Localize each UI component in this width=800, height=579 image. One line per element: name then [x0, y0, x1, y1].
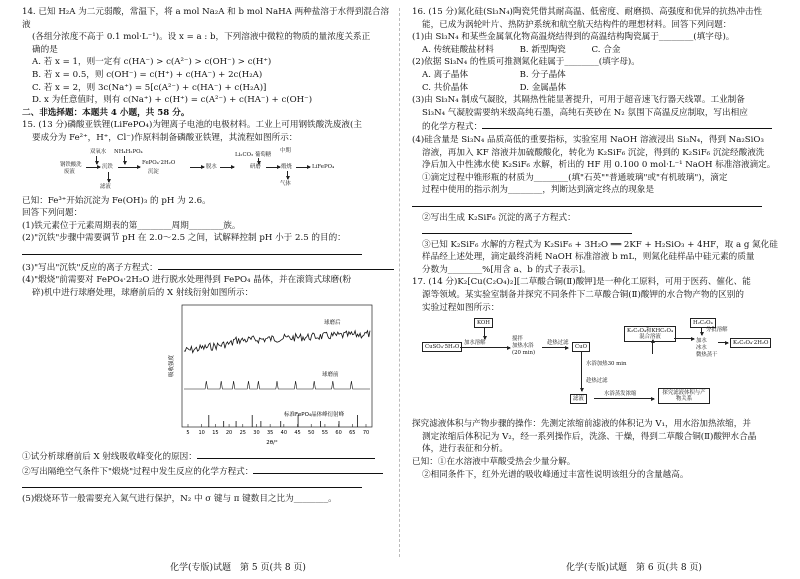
flow-arrow — [296, 167, 310, 168]
q15-sub4-2: ②写出隔绝空气条件下"煅烧"过程中发生反应的化学方程式： — [22, 464, 394, 479]
q15-line: 15. (13 分)磷酸亚铁锂(LiFePO₄)为锂离子电池的电极材料。工业上可用钢铁酸洗废液(主 — [22, 120, 362, 131]
answer-line — [412, 197, 784, 212]
flow-label: 煅烧 — [281, 163, 292, 170]
xrd-label-std: 标准FePO₄晶体峰衍射峰 — [284, 412, 345, 419]
flow-label: 钢铁酸洗 — [60, 161, 82, 168]
flow-label: 冰水 — [696, 345, 707, 352]
q14-line: (各组分浓度不高于 0.1 mol·L⁻¹)。设 x = a : b，下列溶液中微粒的物质的量浓度关系正 — [32, 32, 371, 43]
xrd-svg — [22, 301, 394, 447]
q16-sub3: 的化学方程式： — [412, 119, 784, 134]
q15-flowchart — [22, 147, 394, 193]
flow-arrow — [190, 167, 204, 168]
xrd-tick-label: 40 — [280, 430, 288, 437]
q16-sub4: 净后加入中性沸水使 K₂SiF₆ 水解，析出的 HF 用 0.100 0 mol·L⁻¹ NaOH 标准溶液滴定。 — [422, 160, 776, 171]
flow-label: LiFePO₄ — [312, 163, 335, 170]
flow-box: KOH — [474, 318, 493, 328]
q15-sub4: 碎)机中进行球磨处理，球磨前后的 X 射线衍射如图所示： — [32, 287, 254, 298]
flow-arrow — [124, 156, 125, 164]
flow-arrow — [108, 172, 109, 182]
flow-label: 双氧水 — [90, 148, 107, 155]
flow-arrow — [86, 167, 100, 168]
flow-arrow — [460, 347, 510, 348]
xrd-tick-label: 5 — [186, 430, 190, 437]
flow-box: CuO — [572, 342, 590, 352]
xrd-tick-label: 45 — [294, 430, 301, 437]
flow-label: 搅拌 — [512, 336, 523, 343]
page-footer-right: 化学(专版)试题 第 6 页(共 8 页) — [566, 563, 702, 573]
q16-sub3: (3)由 Si₃N₄ 制成气凝胶，其隔热性能显著提升，可用于超音速飞行器天线罩。工业制备 — [412, 95, 745, 106]
flow-label: FePO₄·2H₂O — [142, 159, 176, 166]
q16-options: A. 传统硅酸盐材料 B. 新型陶瓷 C. 合金 — [422, 44, 621, 55]
q14-option-d: D. x 为任意值时，则有 c(Na⁺) + c(H⁺) = c(A²⁻) + c(HA⁻) + c(OH⁻) — [32, 95, 313, 106]
q14-line: 确的是 — [32, 44, 58, 55]
xrd-chart — [22, 301, 394, 447]
flow-label: 分批溶解 — [706, 327, 728, 334]
q17-line: 17. (14 分)K₂[Cu(C₂O₄)₂][二草酸合铜(Ⅱ)酸钾]是一种化工原料，可用于医药、催化、能 — [412, 277, 751, 288]
flow-box: CuSO₄·5H₂O — [422, 342, 462, 352]
flow-label: Li₂CO₃ — [235, 151, 254, 158]
flow-label: 趁热过滤 — [586, 378, 608, 385]
q17-line: 探究滤液体积与产物步骤的操作：先测定浓缩前滤液的体积记为 V₁，用水浴加热浓缩，并 — [412, 419, 751, 430]
q14-option-c: C. 若 x = 2，则 3c(Na⁺) = 5[c(A²⁻) + c(HA⁻) + c(H₂A)] — [32, 82, 267, 93]
q14-line: 14. 已知 H₂A 为二元弱酸，常温下，将 a mol Na₂A 和 b mol NaHA 两种盐溶于水得到混合溶液 — [22, 7, 390, 30]
q15-line: 回答下列问题： — [22, 208, 83, 219]
xrd-tick-label: 65 — [349, 430, 356, 437]
flow-box: K₂C₂O₄·2H₂O — [730, 338, 771, 348]
flow-label: 葡萄糖 — [255, 151, 272, 158]
xrd-tick-label: 60 — [335, 430, 342, 437]
q17-line: 源等领域。某实验室制备并探究不同条件下二草酸合铜(Ⅱ)酸钾的水合物产物的区别的 — [422, 290, 744, 301]
q17-flowchart — [412, 316, 784, 416]
flow-label: 研磨 — [250, 163, 261, 170]
flow-arrow — [484, 327, 485, 339]
q17-line: 测定浓缩后体积记为 V₂，经一系列操作后，洗涤、干燥，得到二草酸合铜(Ⅱ)酸钾水合晶 — [422, 431, 757, 442]
q15-sub1: (1)铁元素位于元素周期表的第________周期________族。 — [22, 220, 241, 231]
q14-option-b: B. 若 x = 0.5，则 c(OH⁻) = c(H⁺) + c(HA⁻) + 2c(H₂A) — [32, 69, 263, 80]
q16-options: A. 离子晶体 B. 分子晶体 — [422, 69, 566, 80]
flow-arrow — [118, 167, 140, 168]
xrd-tick-label: 35 — [266, 430, 274, 437]
flow-label: 气体 — [280, 180, 291, 187]
q15-line: 要成分为 Fe²⁺，H⁺，Cl⁻)作原料制备磷酸亚铁锂，其流程如图所示： — [32, 132, 298, 143]
flow-label: 加水溶解 — [464, 340, 486, 347]
flow-arrow — [287, 171, 288, 179]
xrd-label-before: 球磨前 — [322, 372, 339, 379]
q15-known: 已知：Fe³⁺开始沉淀为 Fe(OH)₃ 的 pH 为 2.6。 — [22, 195, 211, 206]
flow-box: 探究滤液体积与产物关系 — [658, 388, 710, 404]
xrd-ylabel: 吸收强度 — [169, 355, 175, 378]
q16-sub4-3: 分数为________%[用含 a、b 的式子表示]。 — [422, 264, 591, 275]
flow-label: 水浴蒸发浓缩 — [604, 391, 637, 398]
flow-label: (20 min) — [512, 350, 536, 357]
flow-label: 水浴加热30 min — [586, 361, 627, 368]
q16-sub3: Si₃N₄ 气凝胶需要纳米级高纯石墨，高纯石英砂在 N₂ 氛围下高温反应制取，写出相应 — [422, 107, 748, 118]
q16-sub4: (4)硅含量是 Si₃N₄ 品质高低的重要指标，实验室用 NaOH 溶液浸出 Si₃N₄，得到 Na₂SiO₃ — [412, 134, 764, 145]
q17-line: 实验过程如图所示： — [422, 302, 500, 313]
xrd-tick-label: 55 — [321, 430, 329, 437]
xrd-tick-label: 20 — [225, 430, 233, 437]
q16-sub4-1: 过程中使用的指示剂为________，判断达到滴定终点的现象是 — [422, 185, 655, 196]
q16-line: 能，已成为涡轮叶片、热防护系统和航空航天结构件的理想材料。回答下列问题： — [422, 19, 732, 30]
flow-arrow — [674, 338, 694, 339]
flow-label: NH₄H₂PO₄ — [114, 148, 143, 155]
flow-arrow — [581, 351, 582, 391]
q16-sub1: (1)由 Si₃N₄ 和某些金属氧化物高温烧结得到的高温结构陶瓷属于________(填字母)。 — [412, 32, 735, 43]
flow-label: 中期 — [280, 147, 291, 154]
flow-arrow — [718, 342, 728, 343]
flow-label: 趁热过滤 — [547, 340, 569, 347]
flow-arrow — [96, 156, 97, 164]
xrd-tick-label: 15 — [212, 430, 219, 437]
xrd-tick-label: 25 — [239, 430, 246, 437]
page-footer-left: 化学(专版)试题 第 5 页(共 8 页) — [170, 563, 306, 573]
xrd-tick-label: 10 — [198, 430, 205, 437]
flow-box: K₂C₂O₄和KHC₂O₄ 混合溶液 — [624, 326, 676, 342]
q16-sub4-3: ③已知 K₂SiF₆ 水解的方程式为 K₂SiF₆ + 3H₂O ══ 2KF + H₂SiO₃ + 4HF，取 a g 氮化硅 — [422, 239, 778, 250]
q15-sub3: (3)"写出"沉铁"反应的离子方程式： — [22, 260, 394, 275]
xrd-tick-label: 30 — [253, 430, 260, 437]
flow-arrow — [652, 340, 653, 354]
q17-known: ②相同条件下，红外光谱的吸收峰通过丰富性说明该组分的含量越高。 — [422, 469, 689, 480]
xrd-label-after: 球磨后 — [324, 320, 341, 327]
xrd-frame — [182, 305, 372, 427]
column-divider — [399, 8, 400, 557]
flow-label: 沉淀 — [148, 168, 159, 175]
xrd-curve-after — [184, 331, 370, 353]
flow-label: 沉铁 — [102, 163, 113, 170]
q16-sub4-1: ①滴定过程中锥形瓶的材质为________(填"石英""普通玻璃"或"有机玻璃")，滴定 — [422, 172, 728, 183]
q16-sub2: (2)依据 Si₃N₄ 的性质可推测氮化硅属于________(填字母)。 — [412, 57, 640, 68]
flow-arrow — [594, 398, 654, 399]
q16-sub4: 溶液，再加入 KF 溶液并加硫酸酸化，转化为 K₂SiF₆ 沉淀，得到的 K₂SiF₆ 沉淀经酸液洗 — [422, 147, 765, 158]
q15-sub4: (4)"煅烧"前需要对 FePO₄·2H₂O 进行脱水处理得到 FePO₄ 晶体，并在滚筒式球磨(粉 — [22, 275, 352, 286]
right-column — [412, 6, 784, 481]
flow-label: 加热水浴 — [512, 343, 534, 350]
q17-line: 体，进行表征和分析。 — [422, 444, 508, 455]
xrd-curve-before — [184, 381, 370, 389]
flow-box: 滤液 — [570, 394, 587, 404]
xrd-xticks — [186, 424, 369, 436]
flow-arrow — [220, 167, 234, 168]
xrd-xlabel: 2θ/° — [266, 440, 278, 447]
flow-box: H₂C₂O₄ — [690, 318, 716, 328]
q16-options: C. 共价晶体 D. 金属晶体 — [422, 82, 567, 93]
q16-sub4-3: 样品经上述处理，滴定最终消耗 NaOH 标准溶液 b mL，则氮化硅样品中硅元素的质量 — [422, 252, 755, 263]
q17-known: 已知：①在水溶液中草酸受热会少量分解。 — [412, 457, 576, 468]
xrd-tick-label: 50 — [308, 430, 315, 437]
answer-line — [22, 478, 394, 493]
flow-arrow — [542, 347, 568, 348]
left-column — [22, 6, 394, 506]
flow-label: 加水 — [696, 338, 707, 345]
answer-line — [22, 245, 394, 260]
flow-label: 废液 — [64, 168, 75, 175]
flow-label: 微热蒸干 — [696, 352, 718, 359]
flow-label: 脱水 — [206, 163, 217, 170]
q15-sub2: (2)"沉铁"步骤中需要调节 pH 在 2.0～2.5 之间，试解释控制 pH 小于 2.5 的目的： — [22, 233, 346, 244]
xrd-tick-label: 70 — [362, 430, 370, 437]
q15-sub4-1: ①试分析球磨前后 X 射线吸收峰变化的原因： — [22, 449, 394, 464]
flow-arrow — [701, 327, 702, 335]
flow-label: 滤液 — [100, 183, 111, 190]
q16-line: 16. (15 分)氮化硅(Si₃N₄)陶瓷凭借其耐高温、低密度、耐磨损、高强度和优异的抗热冲击性 — [412, 7, 763, 17]
q16-sub4-2: ②写出生成 K₂SiF₆ 沉淀的离子方程式： — [412, 212, 784, 239]
q15-sub5: (5)煅烧环节一般需要充入氮气进行保护，N₂ 中 σ 键与 π 键数目之比为________。 — [22, 494, 337, 505]
section-heading: 二、非选择题：本题共 4 小题，共 58 分。 — [22, 107, 190, 118]
flow-arrow — [266, 167, 280, 168]
q14-option-a: A. 若 x = 1，则一定有 c(HA⁻) > c(A²⁻) > c(OH⁻) > c(H⁺) — [32, 57, 272, 68]
